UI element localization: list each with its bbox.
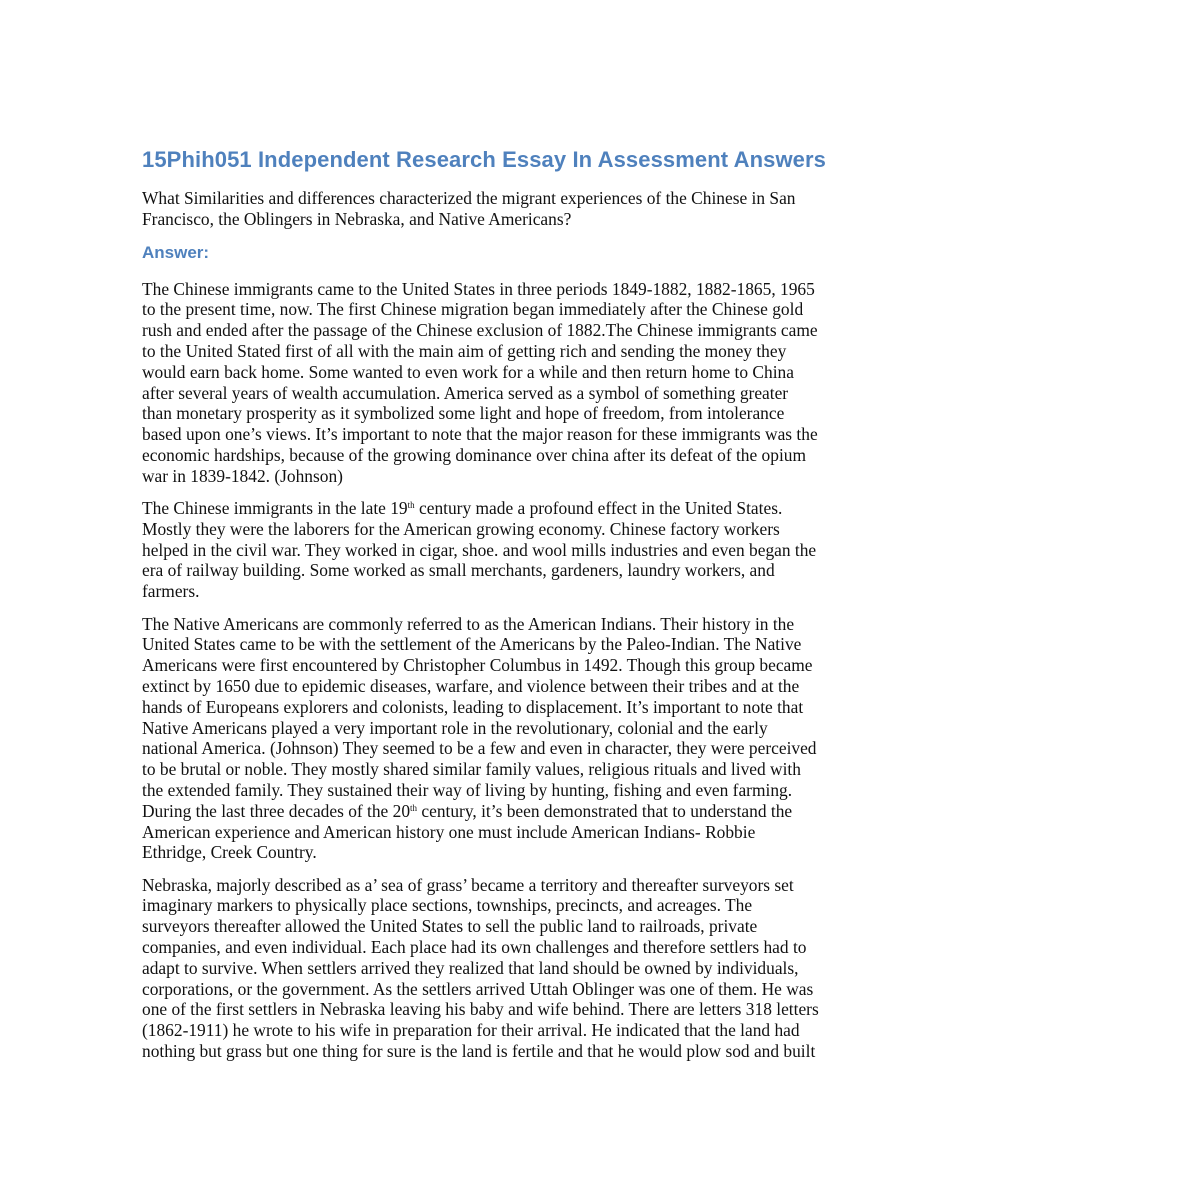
paragraph-line: The Chinese immigrants came to the United States in three periods 1849-1882, 1882-1865, 1965 bbox=[142, 278, 815, 299]
paragraph-line: national America. (Johnson) They seemed to be a few and even in character, they were perceived bbox=[142, 738, 817, 759]
paragraph-line: (1862-1911) he wrote to his wife in preparation for their arrival. He indicated that the land had bbox=[142, 1020, 800, 1041]
paragraph-line: one of the first settlers in Nebraska leaving his baby and wife behind. There are letters 318 letters bbox=[142, 999, 819, 1020]
paragraph-line: rush and ended after the passage of the Chinese exclusion of 1882.The Chinese immigrants came bbox=[142, 320, 818, 341]
paragraph-line: to be brutal or noble. They mostly shared similar family values, religious rituals and lived with bbox=[142, 759, 801, 780]
paragraph-line: after several years of wealth accumulation. America served as a symbol of something greater bbox=[142, 382, 789, 403]
paragraph-line: Nebraska, majorly described as a’ sea of grass’ became a territory and thereafter surveyors set bbox=[142, 874, 794, 895]
paragraph-line: imaginary markers to physically place sections, townships, precincts, and acreages. The bbox=[142, 895, 753, 916]
paragraph-line: corporations, or the government. As the settlers arrived Uttah Oblinger was one of them. He was bbox=[142, 978, 814, 999]
paragraph-line: era of railway building. Some worked as small merchants, gardeners, laundry workers, and bbox=[142, 560, 775, 581]
paragraph-line: war in 1839-1842. (Johnson) bbox=[142, 465, 343, 486]
paragraph-line: to the present time, now. The first Chinese migration began immediately after the Chinese gold bbox=[142, 299, 804, 320]
question-line: Francisco, the Oblingers in Nebraska, and Native Americans? bbox=[142, 208, 572, 229]
paragraph-line: adapt to survive. When settlers arrived they realized that land should be owned by individuals, bbox=[142, 957, 799, 978]
line-text: The Chinese immigrants in the late 19 bbox=[142, 498, 408, 519]
body-paragraph bbox=[142, 279, 1082, 487]
paragraph-line: American experience and American history one must include American Indians- Robbie bbox=[142, 821, 756, 842]
question-line: What Similarities and differences characterized the migrant experiences of the Chinese in San bbox=[142, 188, 796, 208]
paragraph-line: farmers. bbox=[142, 581, 200, 602]
paragraph-line: Mostly they were the laborers for the American growing economy. Chinese factory workers bbox=[142, 518, 780, 539]
document-title: 15Phih051 Independent Research Essay In Assessment Answers bbox=[142, 147, 827, 172]
paragraph-line: hands of Europeans explorers and colonists, leading to displacement. It’s important to note that bbox=[142, 696, 804, 717]
paragraph-line: based upon one’s views. It’s important to note that the major reason for these immigrants was the bbox=[142, 424, 818, 445]
line-text: century made a profound effect in the United States. bbox=[414, 498, 783, 519]
paragraph-line: Ethridge, Creek Country. bbox=[142, 842, 317, 863]
body-paragraph bbox=[142, 614, 1082, 864]
paragraph-line: The Native Americans are commonly referred to as the American Indians. Their history in the bbox=[142, 613, 795, 634]
paragraph-line: United States came to be with the settlement of the Americans by the Paleo-Indian. The Native bbox=[142, 634, 802, 655]
line-text: During the last three decades of the 20 bbox=[142, 800, 411, 821]
paragraph-line: economic hardships, because of the growing dominance over china after its defeat of the opium bbox=[142, 444, 806, 465]
paragraph-line: Americans were first encountered by Christopher Columbus in 1492. Though this group became bbox=[142, 655, 813, 676]
body-paragraph bbox=[142, 875, 1082, 1062]
paragraph-line: would earn back home. Some wanted to even work for a while and then return home to China bbox=[142, 361, 794, 382]
ordinal-superscript: th bbox=[407, 500, 415, 511]
line-text: century, it’s been demonstrated that to understand the bbox=[417, 800, 793, 821]
answer-body bbox=[142, 279, 1082, 1062]
paragraph-line: companies, and even individual. Each place had its own challenges and therefore settlers had to bbox=[142, 937, 807, 957]
paragraph-line: surveyors thereafter allowed the United States to sell the public land to railroads, private bbox=[142, 916, 758, 937]
ordinal-superscript: th bbox=[410, 802, 418, 813]
paragraph-line: the extended family. They sustained their way of living by hunting, fishing and even farming. bbox=[142, 779, 793, 800]
paragraph-line bbox=[142, 801, 1082, 822]
answer-heading: Answer: bbox=[142, 242, 210, 262]
essay-question bbox=[142, 188, 1082, 230]
paragraph-line bbox=[142, 498, 1082, 519]
paragraph-line: extinct by 1650 due to epidemic diseases, warfare, and violence between their tribes and at the bbox=[142, 675, 800, 696]
body-paragraph bbox=[142, 498, 1082, 602]
paragraph-line: helped in the civil war. They worked in cigar, shoe. and wool mills industries and even began the bbox=[142, 539, 817, 560]
paragraph-line: nothing but grass but one thing for sure is the land is fertile and that he would plow sod and built bbox=[142, 1040, 816, 1061]
document-page bbox=[142, 146, 1082, 1073]
paragraph-line: Native Americans played a very important role in the revolutionary, colonial and the early bbox=[142, 717, 768, 738]
paragraph-line: to the United Stated first of all with the main aim of getting rich and sending the money they bbox=[142, 340, 787, 361]
paragraph-line: than monetary prosperity as it symbolized some light and hope of freedom, from intolerance bbox=[142, 403, 785, 424]
